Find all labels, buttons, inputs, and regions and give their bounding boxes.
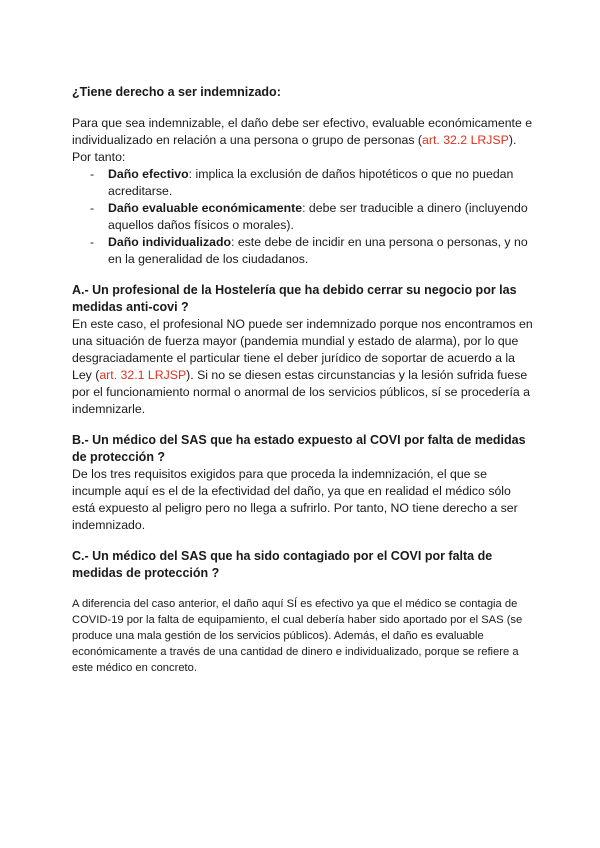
section-c [72, 548, 534, 676]
section-a-article-reference: art. 32.1 LRJSP [99, 368, 187, 382]
requirement-item [72, 234, 534, 268]
requirement-term: Daño individualizado [108, 235, 231, 249]
requirement-desc: : debe ser traducible a dinero (incluyendo aquellos daños físicos o morales). [108, 201, 528, 232]
intro-text-a: Para que sea indemnizable, el daño debe ser efectivo, evaluable económicamente e individualizado en relación a una persona o grupo de personas ( [72, 116, 533, 147]
intro-article-reference: art. 32.2 LRJSP [422, 133, 509, 147]
requirements-list [72, 166, 534, 268]
list-dash: - [90, 167, 95, 181]
section-c-spacer [72, 582, 534, 596]
section-c-answer: A diferencia del caso anterior, el daño aquí SÍ es efectivo ya que el médico se contagia de COVID-19 por la falta de equipamiento, el cual debería haber sido aportado por el SAS (se produce una mala gestión de los servicios públicos). Además, el daño es evaluable económicamente a través de una cantidad de dinero e individualizado, porque se refiere a este médico en concreto. [72, 598, 523, 674]
section-b-question: B.- Un médico del SAS que ha estado expuesto al COVI por falta de medidas de protección ? [72, 433, 526, 464]
intro-por-tanto: Por tanto: [72, 150, 126, 164]
list-dash: - [90, 235, 95, 249]
document-page [72, 84, 534, 690]
requirement-item [72, 200, 534, 234]
intro-paragraph [72, 115, 534, 149]
requirement-desc: : implica la exclusión de daños hipotéticos o que no puedan acreditarse. [108, 167, 514, 198]
section-a-question: A.- Un profesional de la Hostelería que ha debido cerrar su negocio por las medidas anti-covi ? [72, 283, 517, 314]
section-a-text-a: En este caso, el profesional NO puede ser indemnizado porque nos encontramos en una situación de fuerza mayor (pandemia mundial y estado de alarma), por lo que desgraciadamente el particular tiene el deber jurídico de soportar de acuerdo a la Ley ( [72, 317, 533, 382]
list-dash: - [90, 201, 95, 215]
section-b [72, 432, 534, 534]
intro-text-b: ). [508, 133, 517, 147]
section-c-question: C.- Un médico del SAS que ha sido contagiado por el COVI por falta de medidas de protección ? [72, 549, 493, 580]
requirement-term: Daño efectivo [108, 167, 189, 181]
requirement-term: Daño evaluable económicamente [108, 201, 303, 215]
section-b-answer: De los tres requisitos exigidos para que proceda la indemnización, el que se incumple aquí es el de la efectividad del daño, ya que en realidad el médico sólo está expuesto al peligro pero no llega a sufrirlo. Por tanto, NO tiene derecho a ser indemnizado. [72, 467, 518, 532]
requirement-item [72, 166, 534, 200]
page-title: ¿Tiene derecho a ser indemnizado: [72, 85, 281, 99]
section-a [72, 282, 534, 418]
requirement-desc: : este debe de incidir en una persona o personas, y no en la generalidad de los ciudadanos. [108, 235, 528, 266]
section-a-answer [72, 316, 534, 418]
section-a-text-b: ). Si no se diesen estas circunstancias y la lesión sufrida fuese por el funcionamiento normal o anormal de los servicios públicos, sí se procedería a indemnizarle. [72, 368, 530, 416]
